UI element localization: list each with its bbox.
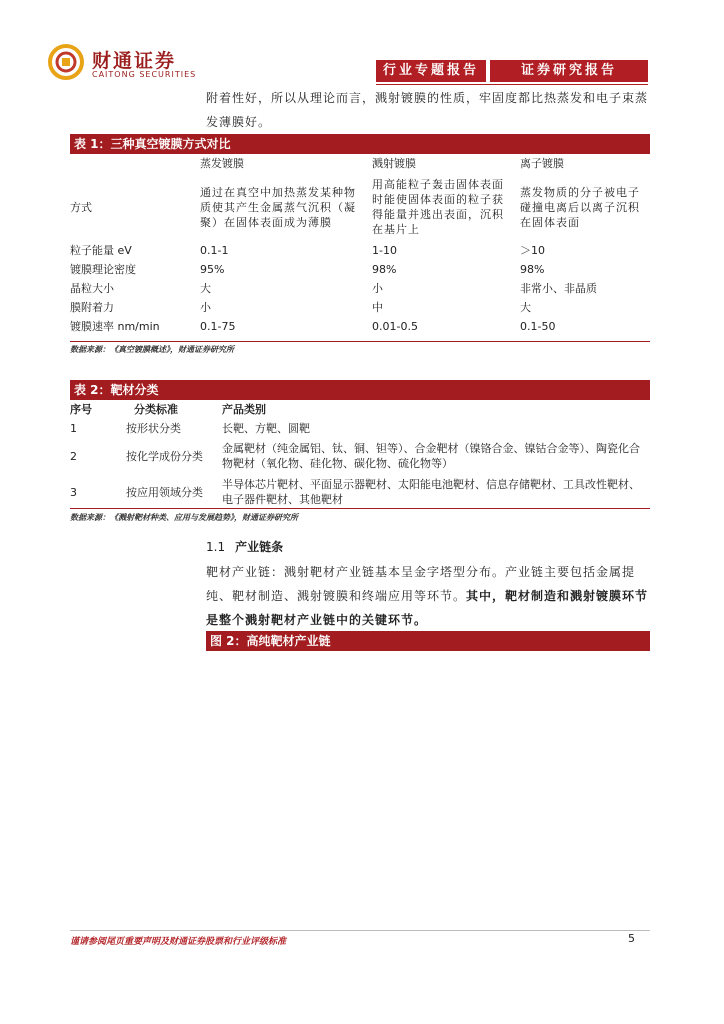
row-label: 镀膜理论密度 (70, 263, 136, 276)
section-number: 1.1 (206, 540, 226, 554)
table-cell: 0.1-75 (200, 320, 236, 333)
footer-disclaimer: 谨请参阅尾页重要声明及财通证券股票和行业评级标准 (70, 937, 287, 947)
table-header-cell: 分类标准 (134, 403, 178, 416)
table-cell: 0.1-1 (200, 244, 229, 257)
paragraph-emphasis: 其中，靶材制造和溅射镀膜环节是整个溅射靶材产业链中的关键环节。 (206, 589, 649, 627)
table1-source: 数据来源：《真空镀膜概述》，财通证券研究所 (70, 345, 234, 354)
industry-report-tag: 行业专题报告 (376, 60, 486, 82)
section-title: 产业链条 (235, 540, 284, 554)
brand-name-en: CAITONG SECURITIES (92, 70, 197, 79)
table-header-cell: 蒸发镀膜 (200, 157, 244, 170)
table-header-cell (70, 154, 200, 173)
footer-rule (70, 930, 650, 931)
table-cell: 通过在真空中加热蒸发某种物质使其产生金属蒸气沉积（凝聚）在固体表面成为薄膜 (200, 185, 356, 229)
table-cell: 中 (372, 301, 383, 314)
row-label: 粒子能量 eV (70, 244, 132, 257)
classification-standard: 按形状分类 (126, 422, 181, 435)
table-header-cell: 离子镀膜 (520, 157, 564, 170)
table-cell: 0.1-50 (520, 320, 556, 333)
row-number: 2 (70, 449, 77, 463)
vacuum-coating-comparison-table (70, 154, 650, 336)
table2-title: 表 2：靶材分类 (70, 380, 650, 400)
table-cell: 大 (520, 301, 531, 314)
product-category: 金属靶材（纯金属铝、钛、铜、钽等）、合金靶材（镍铬合金、镍钴合金等）、陶瓷化合物靶材（氧化物、硅化物、碳化物、硫化物等） (222, 442, 640, 470)
classification-standard: 按化学成份分类 (126, 449, 203, 463)
table-cell: 1-10 (372, 244, 397, 257)
table-header-row (70, 154, 650, 173)
header-rule (376, 84, 648, 85)
row-number: 3 (70, 485, 77, 499)
table-header-cell: 序号 (70, 403, 92, 416)
table-cell: 大 (200, 282, 211, 295)
page-number: 5 (628, 932, 635, 945)
row-label: 晶粒大小 (70, 282, 114, 295)
table2-bottom-rule (70, 508, 650, 509)
table-row (70, 279, 650, 298)
table-cell: 0.01-0.5 (372, 320, 418, 333)
table-cell: 小 (372, 282, 383, 295)
table-cell: ＞10 (520, 244, 545, 257)
table-row (70, 260, 650, 279)
row-number: 1 (70, 422, 77, 435)
table-cell: 98% (372, 263, 397, 276)
row-label: 方式 (70, 200, 92, 214)
row-label: 镀膜速率 nm/min (70, 320, 160, 333)
table-row (70, 298, 650, 317)
table-cell: 用高能粒子轰击固体表面时能使固体表面的粒子获得能量并逃出表面，沉积在基片上 (372, 178, 504, 236)
table2-source: 数据来源：《溅射靶材种类、应用与发展趋势》，财通证券研究所 (70, 513, 298, 522)
target-classification-table (70, 400, 650, 510)
table1-bottom-rule (70, 341, 650, 342)
industry-chain-paragraph (206, 560, 650, 632)
section-heading (206, 538, 283, 555)
table-row (70, 474, 650, 510)
caitong-logo-icon (48, 44, 84, 80)
table-cell: 95% (200, 263, 225, 276)
figure2-title: 图 2：高纯靶材产业链 (206, 631, 650, 651)
table-row (70, 419, 650, 438)
paragraph-text: 靶材产业链：溅射靶材产业链基本呈金字塔型分布。产业链主要包括金属提纯、靶材制造、溅射镀膜和终端应用等环节。 (206, 565, 636, 603)
table-cell: 98% (520, 263, 545, 276)
table-row (70, 438, 650, 474)
table-cell: 非常小、非晶质 (520, 282, 597, 295)
table1-title: 表 1：三种真空镀膜方式对比 (70, 134, 650, 154)
table-cell: 蒸发物质的分子被电子碰撞电离后以离子沉积在固体表面 (520, 185, 640, 229)
research-report-tag: 证券研究报告 (490, 60, 648, 82)
table-row (70, 241, 650, 260)
table-cell: 小 (200, 301, 211, 314)
table-row (70, 317, 650, 336)
product-category: 长靶、方靶、圆靶 (222, 422, 310, 435)
table-header-cell: 产品类别 (222, 403, 266, 416)
table-header-cell: 溅射镀膜 (372, 157, 416, 170)
intro-paragraph: 附着性好，所以从理论而言，溅射镀膜的性质，牢固度都比热蒸发和电子束蒸发薄膜好。 (206, 91, 649, 129)
row-label: 膜附着力 (70, 301, 114, 314)
brand-name-cn: 财通证券 (92, 50, 177, 72)
table-row (70, 173, 650, 241)
table-header-row (70, 400, 650, 419)
classification-standard: 按应用领域分类 (126, 485, 203, 499)
product-category: 半导体芯片靶材、平面显示器靶材、太阳能电池靶材、信息存储靶材、工具改性靶材、电子器件靶材、其他靶材 (222, 478, 640, 506)
